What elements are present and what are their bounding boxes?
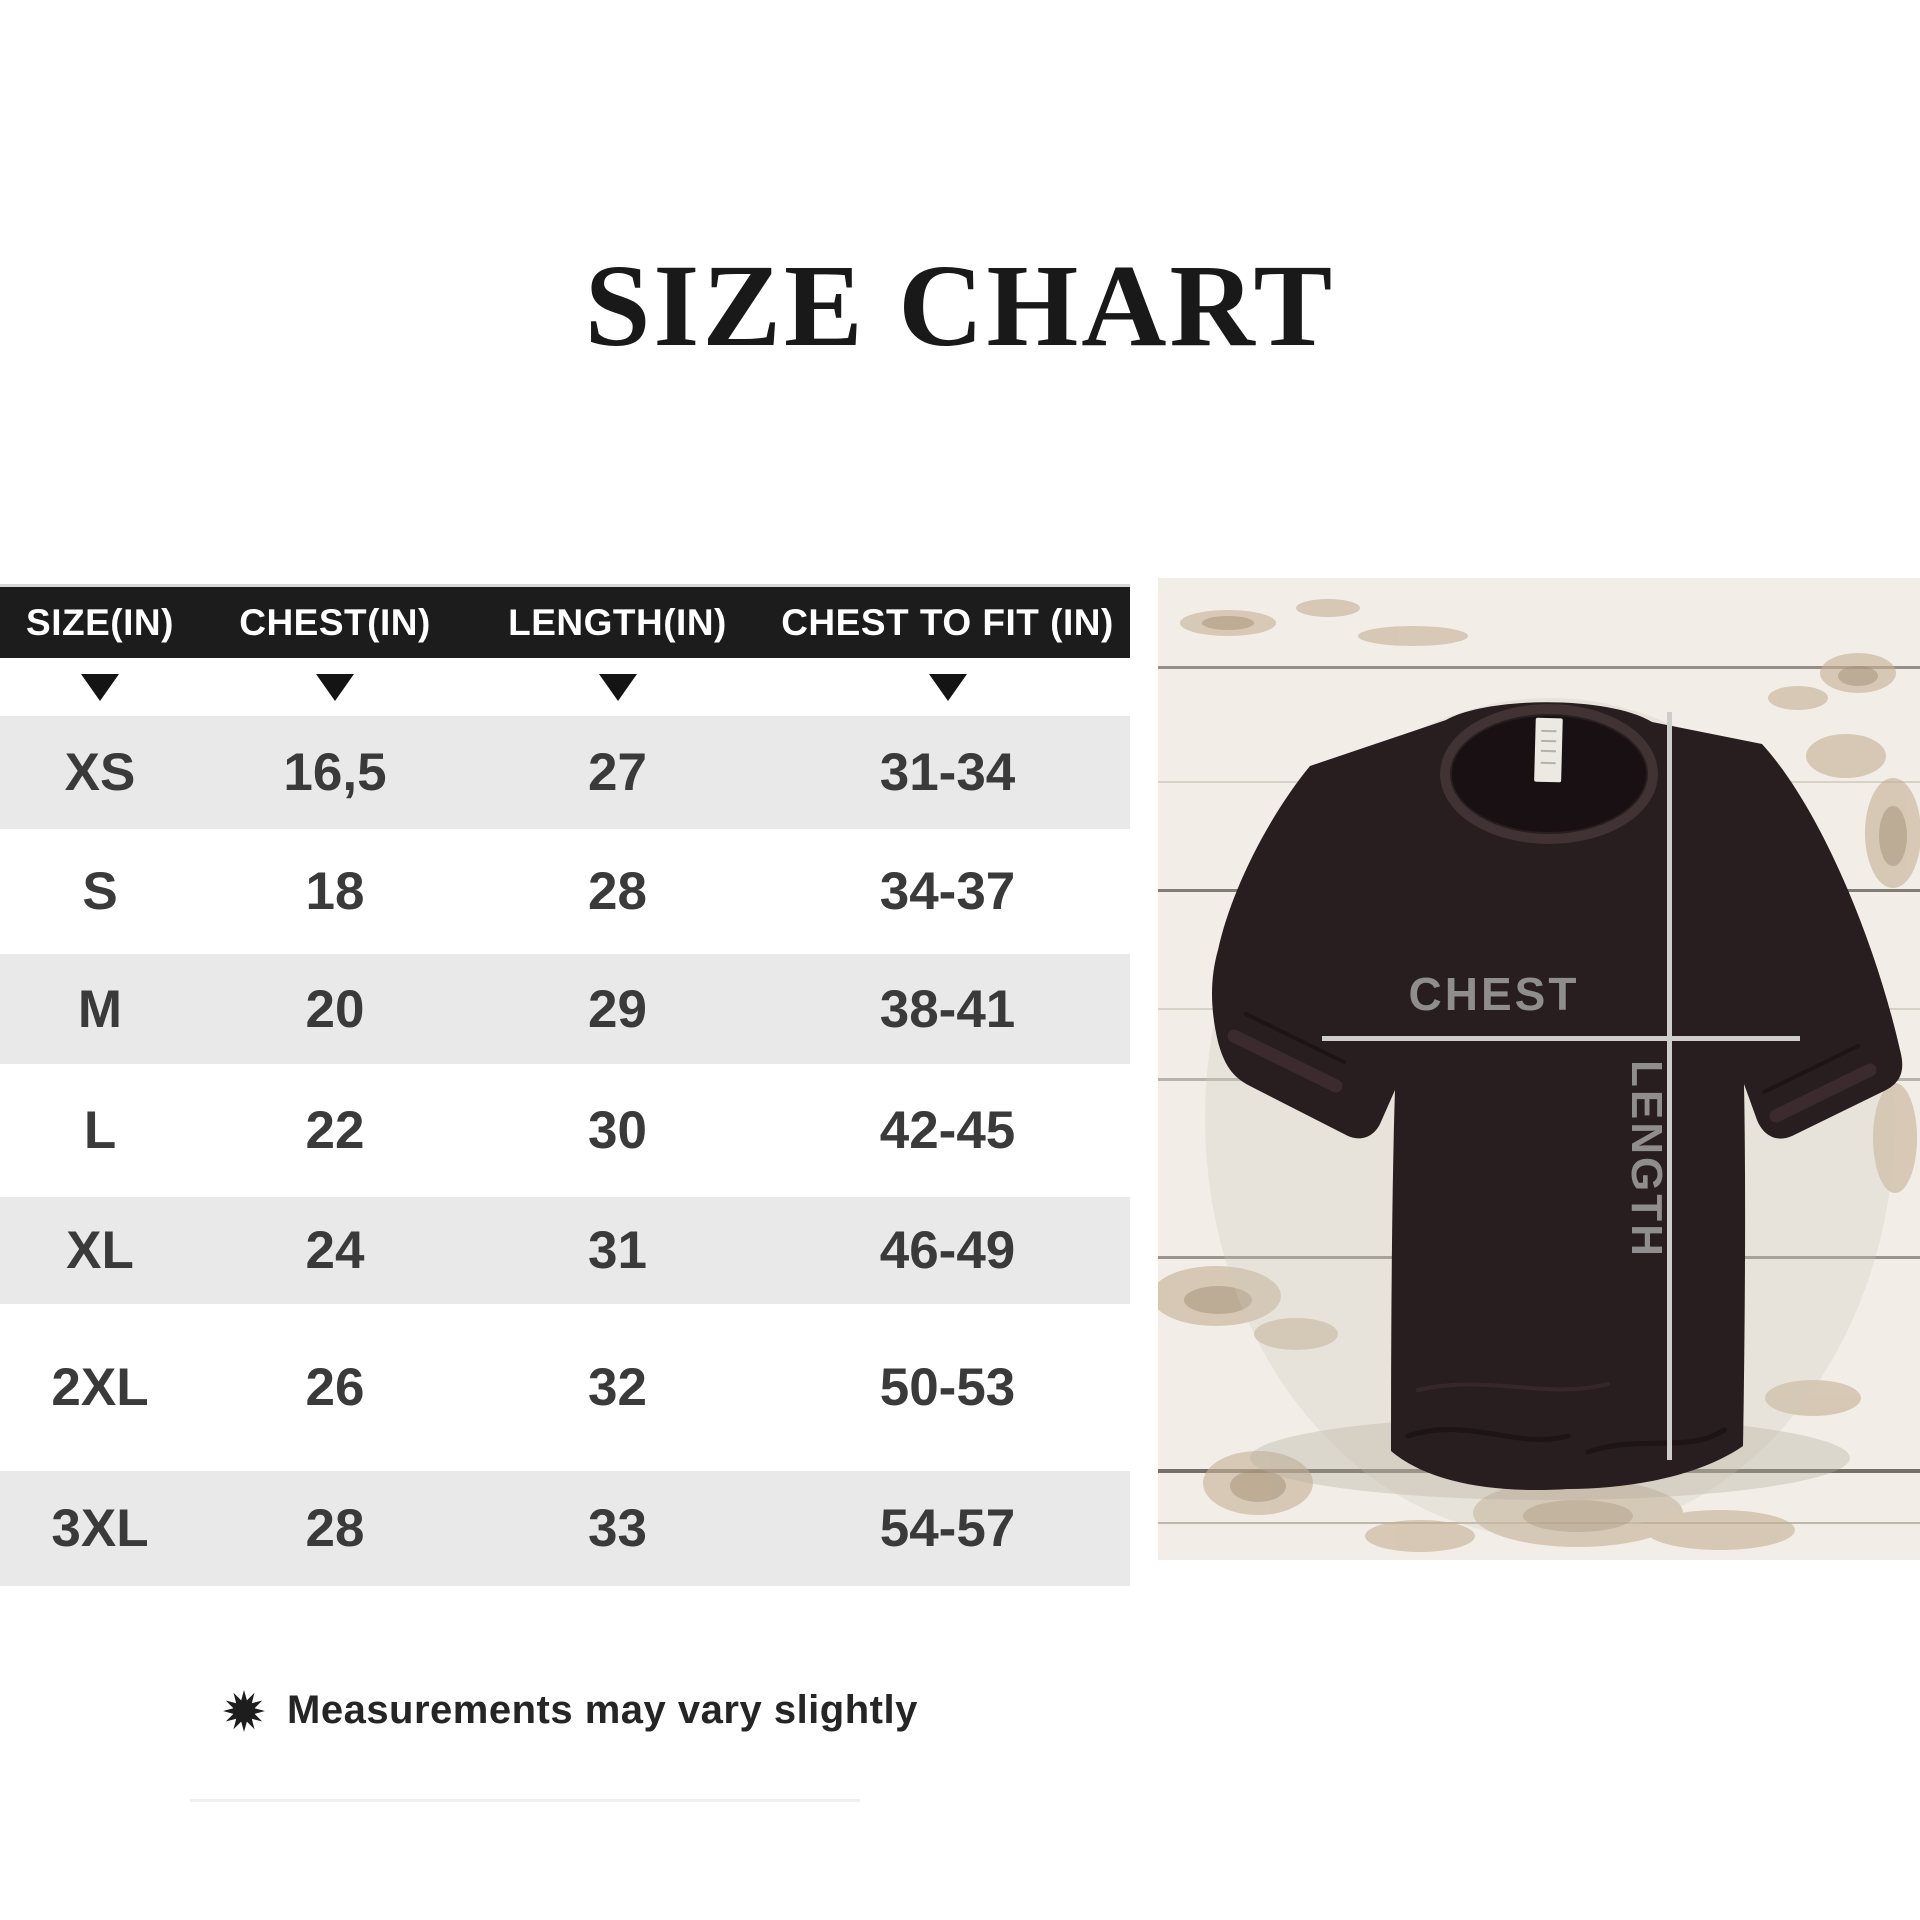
length-cell: 27 [588,743,647,802]
chest-measure-line [1322,1036,1800,1041]
table-header-row [0,584,1130,658]
triangle-down-icon [81,674,119,701]
chest-cell: 16,5 [283,743,387,802]
fit-cell: 42-45 [879,1101,1016,1160]
table-row [0,1471,1130,1586]
chest-cell: 22 [305,1101,365,1160]
table-row [0,954,1130,1064]
chest-cell: 18 [305,862,365,921]
size-cell: 3XL [51,1499,149,1558]
column-header-size: SIZE(IN) [26,601,174,643]
fit-cell: 38-41 [879,979,1016,1039]
column-header-length: LENGTH(IN) [508,601,727,643]
tshirt-mockup [1158,578,1920,1560]
page-title: SIZE CHART [584,240,1336,371]
chest-cell: 28 [305,1499,365,1558]
table-row [0,829,1130,954]
size-cell: L [83,1101,117,1160]
triangle-down-icon [316,674,354,701]
fit-cell: 50-53 [879,1358,1016,1417]
size-cell: 2XL [51,1358,149,1417]
measurement-note [223,1688,918,1733]
neck-tag [1534,718,1563,783]
table-row [0,1064,1130,1197]
length-cell: 32 [588,1358,647,1417]
fit-cell: 54-57 [879,1499,1016,1558]
tshirt-photo [1158,578,1920,1560]
chest-cell: 20 [305,979,365,1039]
size-cell: M [77,979,123,1039]
length-cell: 29 [588,979,647,1039]
divider-line [190,1799,860,1802]
triangle-down-icon [929,674,967,701]
chest-cell: 24 [305,1221,365,1280]
fit-cell: 34-37 [879,862,1016,921]
fit-cell: 46-49 [879,1221,1016,1280]
length-cell: 30 [588,1101,647,1160]
length-cell: 33 [588,1499,647,1558]
size-cell: S [82,862,118,921]
size-cell: XL [66,1221,134,1280]
chest-label: CHEST [1408,968,1580,1020]
chest-cell: 26 [305,1358,365,1417]
burst-star-icon [223,1690,265,1732]
note-text: Measurements may vary slightly [287,1688,918,1732]
table-row [0,1197,1130,1304]
table-row [0,716,1130,829]
length-cell: 31 [588,1221,647,1280]
size-cell: XS [64,743,136,802]
fit-cell: 31-34 [879,743,1016,802]
length-label: LENGTH [1622,1060,1671,1259]
length-cell: 28 [588,862,647,921]
triangle-down-icon [599,674,637,701]
column-markers [0,658,1130,716]
table-row [0,1304,1130,1471]
column-header-chest: CHEST(IN) [239,601,431,643]
size-table [0,584,1130,1586]
column-header-fit: CHEST TO FIT (IN) [781,601,1114,643]
